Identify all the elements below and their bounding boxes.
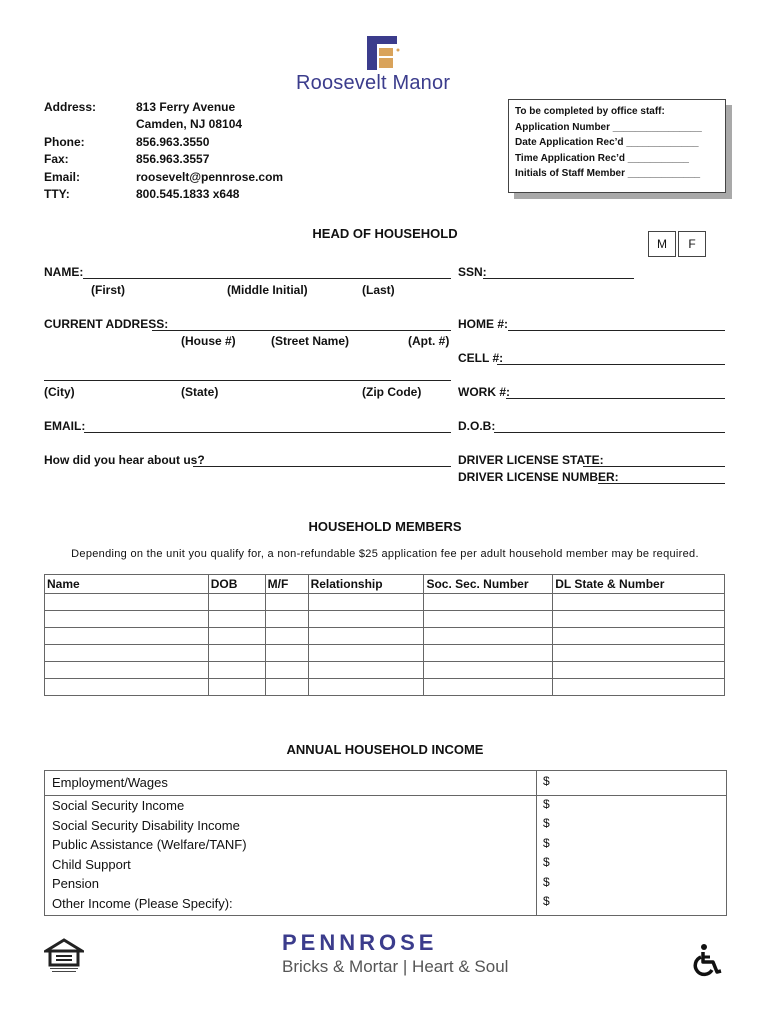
wheelchair-icon [692,943,726,977]
table-row[interactable] [45,662,725,679]
work-phone-input-line[interactable] [506,398,725,399]
fax-value: 856.963.3557 [136,152,210,166]
annual-income-table [44,770,727,916]
income-amount-field[interactable]: $ [543,875,550,889]
table-row[interactable] [45,628,725,645]
household-members-table [44,574,725,696]
current-address-input-line[interactable] [152,330,451,331]
home-phone-label: HOME #: [458,317,509,331]
applicant-email-input-line[interactable] [84,432,451,433]
table-row[interactable] [45,645,725,662]
name-input-line[interactable] [83,278,451,279]
dl-number-input-line[interactable] [598,483,725,484]
address-line1: 813 Ferry Avenue [136,100,236,114]
column-header-mf: M/F [265,575,308,594]
annual-income-title: ANNUAL HOUSEHOLD INCOME [286,742,484,757]
dl-state-input-line[interactable] [583,466,725,467]
income-amount-field[interactable]: $ [543,797,550,811]
income-amount-field[interactable]: $ [543,774,550,788]
equal-housing-icon [44,937,84,977]
column-header-ssn: Soc. Sec. Number [424,575,553,594]
table-row[interactable] [45,611,725,628]
city-hint: (City) [44,385,75,399]
zip-code-hint: (Zip Code) [362,385,422,399]
first-name-hint: (First) [91,283,125,297]
last-name-hint: (Last) [362,283,395,297]
phone-label: Phone: [44,135,85,149]
state-hint: (State) [181,385,219,399]
tty-label: TTY: [44,187,70,201]
ssn-input-line[interactable] [483,278,634,279]
cell-phone-label: CELL #: [458,351,504,365]
application-number-field[interactable]: Application Number ________________ [515,122,702,133]
address-label: Address: [44,100,97,114]
dl-state-label: DRIVER LICENSE STATE: [458,453,604,467]
hear-about-us-input-line[interactable] [193,466,451,467]
column-header-dob: DOB [208,575,265,594]
column-header-relationship: Relationship [308,575,424,594]
dob-label: D.O.B: [458,419,496,433]
middle-initial-hint: (Middle Initial) [227,283,308,297]
income-amount-field[interactable]: $ [543,816,550,830]
dl-number-label: DRIVER LICENSE NUMBER: [458,470,619,484]
income-amount-field[interactable]: $ [543,894,550,908]
income-amount-field[interactable]: $ [543,836,550,850]
pennrose-brand: PENNROSE [282,930,438,955]
application-fee-note: Depending on the unit you qualify for, a non-refundable $25 application fee per adult household member may be required. [71,548,699,560]
email-label: Email: [44,170,81,184]
current-address-label: CURRENT ADDRESS: [44,317,169,331]
email-value: roosevelt@pennrose.com [136,170,284,184]
fax-label: Fax: [44,152,69,166]
phone-value: 856.963.3550 [136,135,210,149]
applicant-email-label: EMAIL: [44,419,86,433]
date-received-field[interactable]: Date Application Rec’d _____________ [515,137,699,148]
dob-input-line[interactable] [494,432,725,433]
house-number-hint: (House #) [181,334,236,348]
table-header-row [45,575,725,594]
street-name-hint: (Street Name) [271,334,350,348]
table-row[interactable] [45,679,725,696]
tty-value: 800.545.1833 x648 [136,187,240,201]
income-amount-field[interactable]: $ [543,855,550,869]
home-phone-input-line[interactable] [508,330,725,331]
income-row-label: Social Security Income [52,798,185,813]
name-label: NAME: [44,265,84,279]
hear-about-us-label: How did you hear about us? [44,453,205,467]
city-state-zip-input-line[interactable] [44,380,451,381]
ssn-label: SSN: [458,265,487,279]
income-row-label: Other Income (Please Specify): [52,896,233,911]
brand-name: Roosevelt Manor [296,72,451,94]
staff-box-title: To be completed by office staff: [515,106,665,117]
column-header-name: Name [45,575,209,594]
income-row-label: Employment/Wages [52,775,168,790]
gender-m-box[interactable]: M [648,231,676,257]
cell-phone-input-line[interactable] [497,364,725,365]
head-of-household-title: HEAD OF HOUSEHOLD [312,226,458,241]
column-header-dl: DL State & Number [553,575,725,594]
income-row-label: Public Assistance (Welfare/TANF) [52,837,247,852]
address-line2: Camden, NJ 08104 [136,117,243,131]
time-received-field[interactable]: Time Application Rec’d ___________ [515,153,689,164]
income-row-label: Pension [52,876,99,891]
office-staff-box [508,99,726,193]
pennrose-tagline: Bricks & Mortar | Heart & Soul [282,957,509,976]
gender-f-box[interactable]: F [678,231,706,257]
apt-number-hint: (Apt. #) [408,334,450,348]
table-row[interactable] [45,594,725,611]
work-phone-label: WORK #: [458,385,510,399]
roosevelt-b-logo-icon [367,36,403,72]
staff-initials-field[interactable]: Initials of Staff Member _____________ [515,168,701,179]
income-row-label: Social Security Disability Income [52,818,240,833]
household-members-title: HOUSEHOLD MEMBERS [308,519,462,534]
income-row-label: Child Support [52,857,131,872]
